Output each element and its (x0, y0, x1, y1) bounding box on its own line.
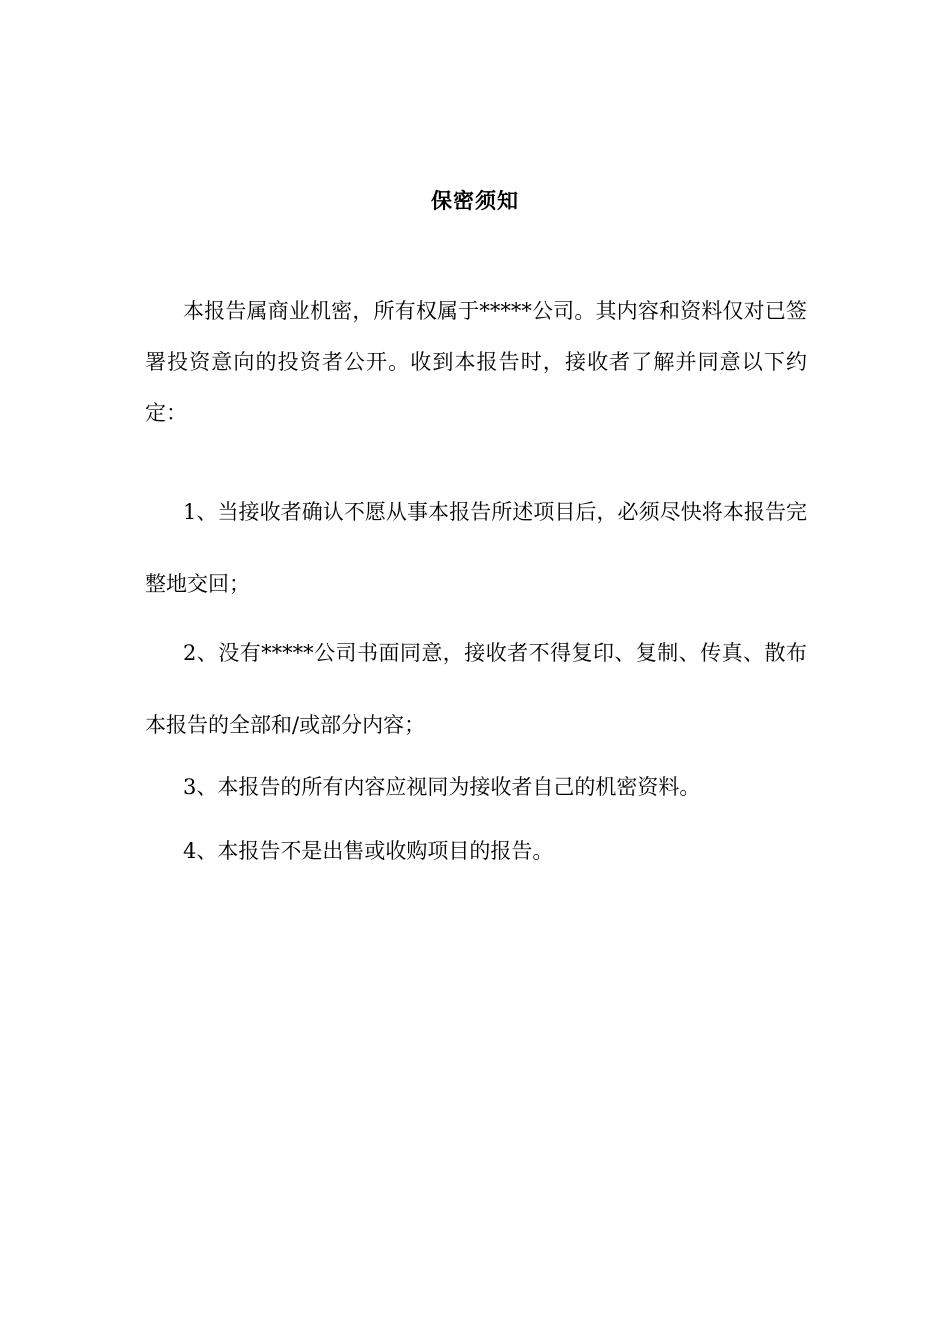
notice-item-2: 2、没有*****公司书面同意，接收者不得复印、复制、传真、散布本报告的全部和/或部分内容； (145, 641, 807, 737)
document-title: 保密须知 (431, 189, 519, 213)
notice-item-1: 1、当接收者确认不愿从事本报告所述项目后，必须尽快将本报告完整地交回； (145, 500, 807, 596)
intro-paragraph: 本报告属商业机密，所有权属于*****公司。其内容和资料仅对已签署投资意向的投资者公开。收到本报告时，接收者了解并同意以下约定： (145, 299, 807, 425)
notice-item-3: 3、本报告的所有内容应视同为接收者自己的机密资料。 (183, 775, 701, 799)
notice-item-4: 4、本报告不是出售或收购项目的报告。 (183, 839, 554, 863)
